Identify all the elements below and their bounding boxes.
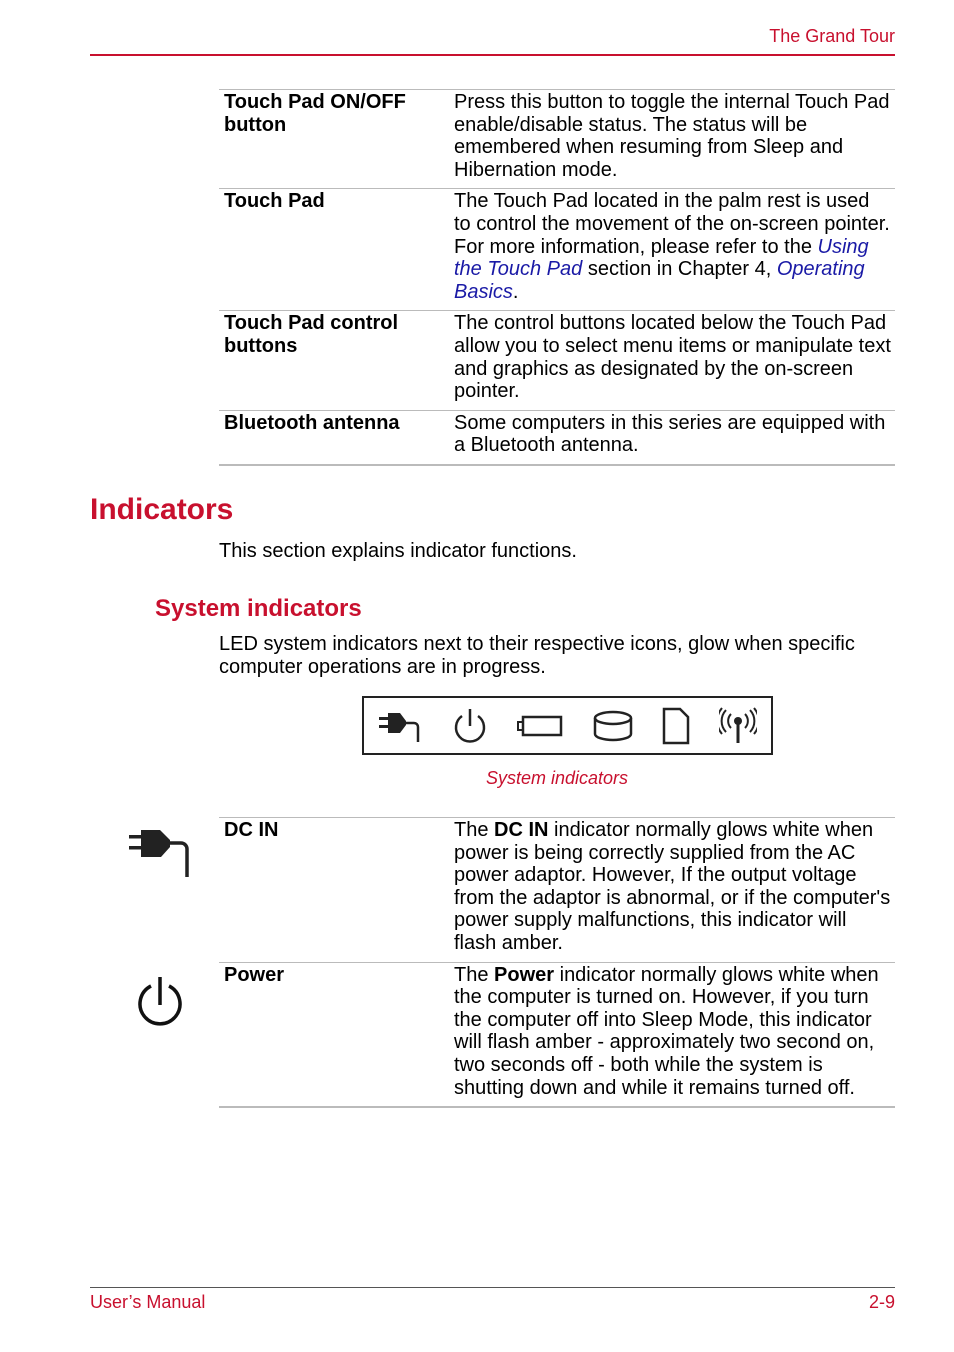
description-text: The control buttons located below the Touch Pad allow you to select menu items or manipulate text and graphics as designated by the on-screen pointer.: [454, 312, 891, 403]
term-cell: Bluetooth antenna: [219, 410, 449, 465]
description-cell: [449, 410, 895, 465]
term-cell: Power: [219, 962, 449, 1107]
table-row: [219, 818, 895, 963]
power-icon: [451, 707, 489, 745]
description-text: Power: [494, 963, 555, 986]
description-text: The: [454, 963, 495, 986]
description-text: indicator normally glows white when power is being correctly supplied from the AC power adaptor. However, If the output voltage from the adaptor is abnormal, or if the computer's power supply malfunctions, this indicator will flash amber.: [454, 819, 891, 954]
header-rule: [90, 54, 895, 56]
footer-rule: [90, 1287, 895, 1288]
page-number: 2-9: [868, 1292, 895, 1312]
description-cell: [449, 818, 895, 963]
description-text: section in Chapter 4,: [582, 258, 777, 281]
term-cell: Touch Pad ON/OFF button: [219, 90, 449, 189]
table-row: [219, 311, 895, 410]
battery-icon: [517, 714, 563, 738]
section-heading: Indicators: [90, 493, 234, 526]
table-row: [219, 90, 895, 189]
description-text: Some computers in this series are equipped with a Bluetooth antenna.: [454, 411, 886, 457]
description-text: .: [512, 280, 519, 303]
description-text: The Touch Pad located in the palm rest is used to control the movement of the on-screen pointer. For more information, please refer to the: [454, 190, 890, 258]
figure-caption: System indicators: [485, 768, 629, 788]
subsection-intro: LED system indicators next to their respective icons, glow when specific computer operations are in progress.: [219, 633, 855, 678]
power-icon: [135, 975, 185, 1029]
description-cell: [449, 189, 895, 311]
cross-reference-link[interactable]: Using the Touch Pad: [454, 235, 869, 281]
term-cell: Touch Pad: [219, 189, 449, 311]
table-row: [219, 962, 895, 1107]
running-header: The Grand Tour: [769, 26, 895, 46]
description-text: DC IN: [494, 819, 549, 841]
section-intro: This section explains indicator functions.: [219, 540, 577, 562]
description-text: Press this button to toggle the internal Touch Pad enable/disable status. The status will be emembered when resuming from Sleep and Hibernation mode.: [454, 91, 890, 181]
cross-reference-link[interactable]: Operating Basics: [454, 258, 865, 303]
term-cell: DC IN: [219, 818, 449, 963]
subsection-heading: System indicators: [155, 595, 362, 622]
dc-in-icon: [129, 827, 197, 879]
description-text: The: [454, 819, 495, 841]
description-cell: [449, 311, 895, 410]
wireless-icon: [719, 707, 757, 745]
table-row: [219, 410, 895, 465]
description-cell: [449, 962, 895, 1107]
hdd-icon: [592, 709, 634, 743]
system-indicators-figure: [362, 696, 773, 755]
term-cell: Touch Pad control buttons: [219, 311, 449, 410]
footer-title: User’s Manual: [90, 1292, 206, 1312]
dc-in-icon: [378, 708, 422, 744]
description-text: indicator normally glows white when the computer is turned on. However, if you turn the computer off into Sleep Mode, this indicator will flash amber - approximately two second on, two seconds off - both while the system is shutting down and while it remains turned off.: [454, 963, 879, 1099]
components-table: [219, 89, 895, 466]
indicators-table: [219, 817, 895, 1108]
table-row: [219, 189, 895, 311]
memory-card-icon: [662, 707, 690, 745]
description-cell: [449, 90, 895, 189]
